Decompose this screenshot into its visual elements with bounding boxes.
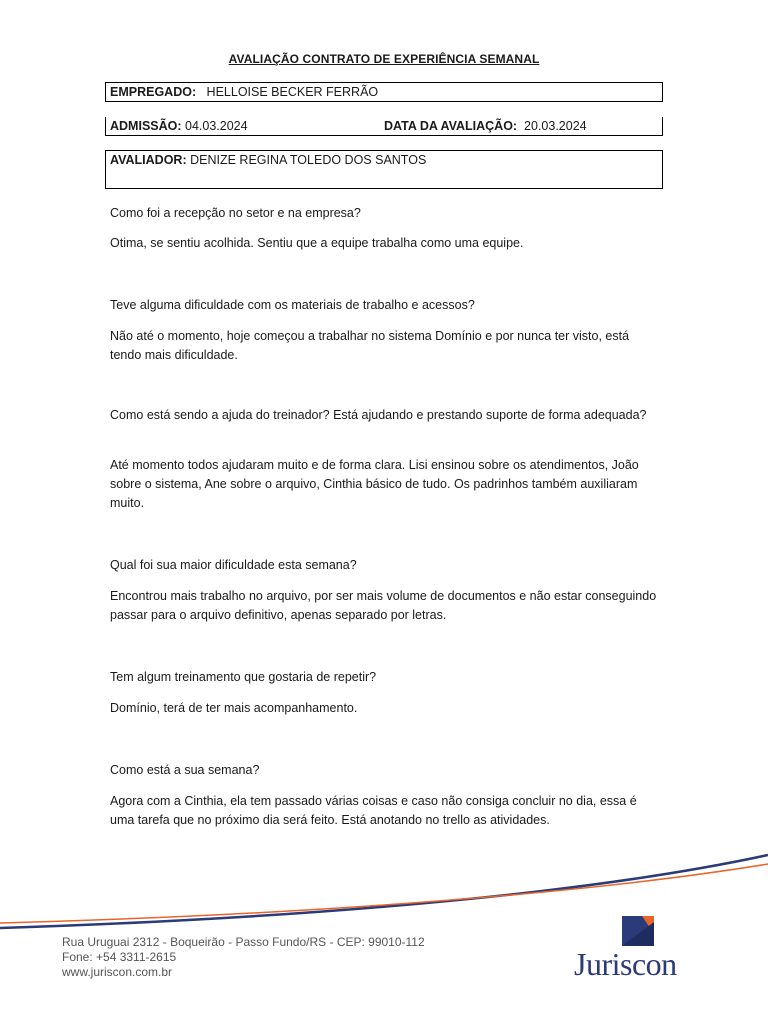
admissao-box [105,117,663,136]
avaliador-label: AVALIADOR: [110,153,187,167]
avaliador-value: DENIZE REGINA TOLEDO DOS SANTOS [190,153,427,167]
avaliador-box [105,150,663,189]
question-5: Tem algum treinamento que gostaria de repetir? [110,670,377,684]
answer-2: Não até o momento, hoje começou a trabalhar no sistema Domínio e por nunca ter visto, está tendo mais dificuldade. [110,329,630,362]
answer-1: Otima, se sentiu acolhida. Sentiu que a equipe trabalha como uma equipe. [110,236,524,250]
empregado-label: EMPREGADO: [110,85,197,99]
answer-4: Encontrou mais trabalho no arquivo, por ser mais volume de documentos e não estar conseguindo passar para o arquivo definitivo, apenas separado por letras. [110,589,657,622]
admissao-label: ADMISSÃO: [110,119,182,133]
answer-6: Agora com a Cinthia, ela tem passado várias coisas e caso não consiga concluir no dia, essa é uma tarefa que no próximo dia será feito. Está anotando no trello as atividades. [110,794,637,827]
document-title: AVALIAÇÃO CONTRATO DE EXPERIÊNCIA SEMANAL [228,52,540,66]
footer-phone: Fone: +54 3311-2615 [62,950,177,964]
empregado-value: HELLOISE BECKER FERRÃO [206,85,379,99]
question-1: Como foi a recepção no setor e na empresa? [110,206,361,220]
data-avaliacao-field [384,117,587,135]
admissao-value: 04.03.2024 [185,119,248,133]
data-avaliacao-label: DATA DA AVALIAÇÃO: [384,119,518,133]
footer-contact [62,935,425,980]
question-4: Qual foi sua maior dificuldade esta semana? [110,558,357,572]
juriscon-logo-text: Juriscon [574,946,677,982]
question-3: Como está sendo a ajuda do treinador? Está ajudando e prestando suporte de forma adequada? [110,408,647,422]
footer-address: Rua Uruguai 2312 - Boqueirão - Passo Fundo/RS - CEP: 99010-112 [62,935,425,949]
juriscon-logo-mark [574,912,664,948]
answer-5: Domínio, terá de ter mais acompanhamento. [110,701,358,715]
question-6: Como está a sua semana? [110,763,260,777]
answer-3: Até momento todos ajudaram muito e de forma clara. Lisi ensinou sobre os atendimentos, João sobre o sistema, Ane sobre o arquivo, Cinthia básico de tudo. Os padrinhos também auxiliaram muito. [110,458,639,510]
data-avaliacao-value: 20.03.2024 [524,119,587,133]
empregado-box [105,82,663,102]
question-2: Teve alguma dificuldade com os materiais de trabalho e acessos? [110,298,475,312]
footer-website[interactable]: www.juriscon.com.br [62,965,173,979]
